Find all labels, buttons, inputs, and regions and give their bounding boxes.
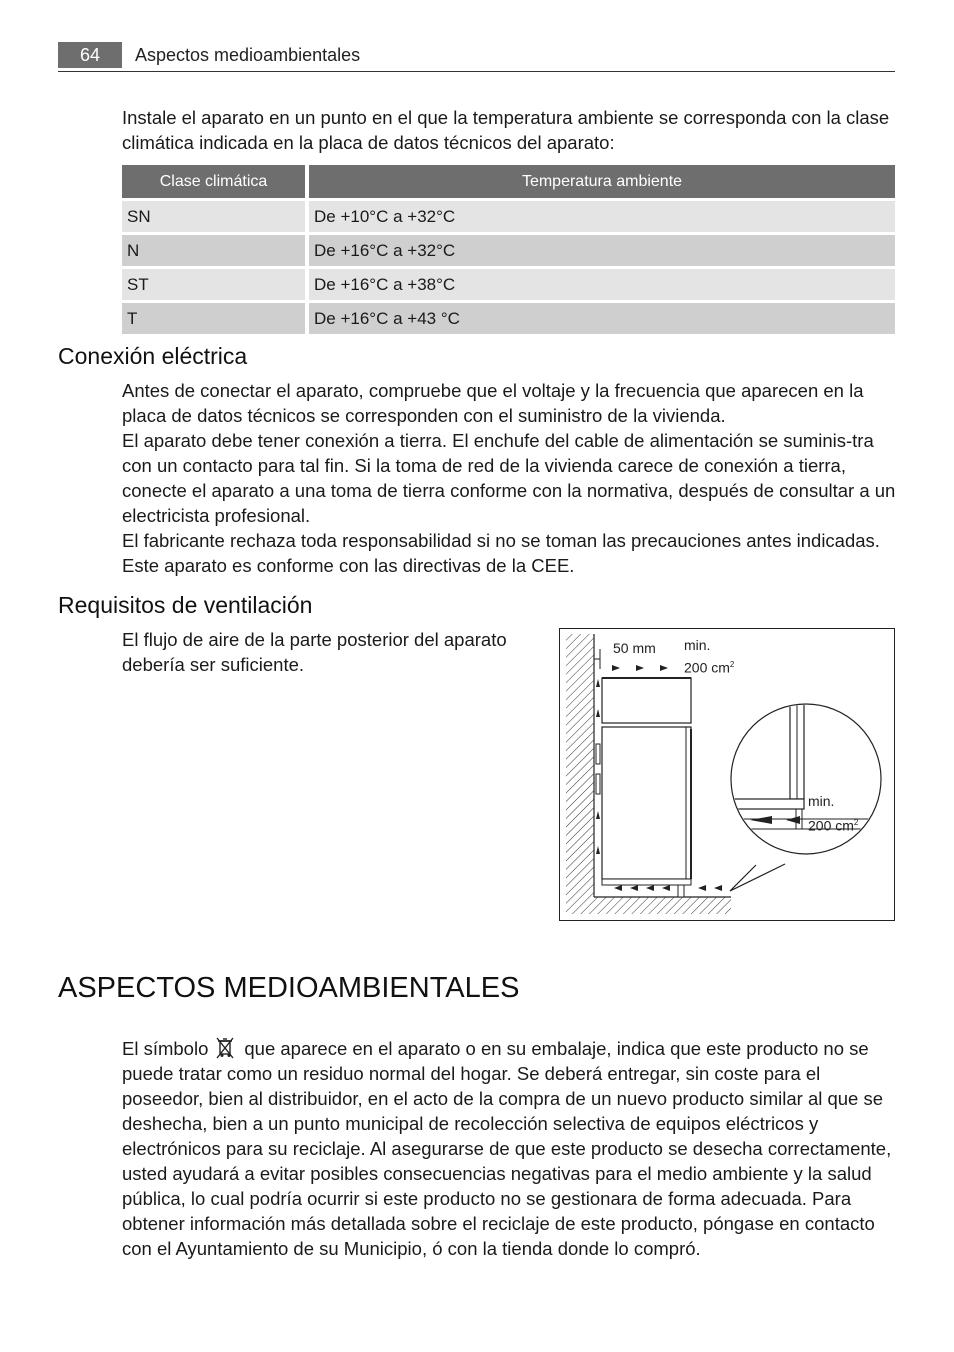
environment-paragraph (122, 1036, 892, 1261)
page-header (58, 40, 895, 72)
ventilation-text: El flujo de aire de la parte posterior del aparato debería ser suficiente. (122, 629, 507, 675)
table-row (122, 303, 895, 334)
electrical-body (122, 378, 897, 578)
crossed-out-wheelie-bin-icon (214, 1036, 236, 1060)
top-area-label: 200 $cm^2$ (684, 659, 735, 676)
page-number: 64 (58, 42, 122, 68)
gap-label: 50 mm (613, 640, 656, 656)
cell-temperature: De +16°C a +38°C (305, 269, 895, 300)
cell-temperature: De +16°C a +32°C (305, 235, 895, 266)
cell-class: ST (122, 269, 305, 300)
bottom-area-label: 200 $cm^2$ (808, 817, 859, 834)
detail-magnifier (731, 704, 881, 854)
electrical-paragraph: Este aparato es conforme con las directivas de la CEE. (122, 555, 575, 576)
bottom-airflow-arrows (614, 885, 722, 891)
cell-class: SN (122, 201, 305, 232)
upper-cabinet (602, 678, 691, 723)
cell-class: T (122, 303, 305, 334)
cell-temperature: De +16°C a +43 °C (305, 303, 895, 334)
rear-airflow-arrows (596, 679, 600, 854)
wall-hatching (566, 634, 594, 914)
appliance-body (602, 727, 691, 879)
detail-arrow (720, 816, 742, 824)
electrical-heading: Conexión eléctrica (58, 343, 248, 369)
table-row (122, 269, 895, 300)
table-row (122, 235, 895, 266)
top-airflow-arrows (612, 665, 668, 671)
cell-temperature: De +10°C a +32°C (305, 201, 895, 232)
column-header-temperature: Temperatura ambiente (305, 165, 895, 198)
electrical-paragraph: El aparato debe tener conexión a tierra. El enchufe del cable de alimentación se suminis-tra con un contacto para tal fin. Si la toma de red de la vivienda carece de conexión a tierra, conecte el aparato a una toma de tierra conforme con la normativa, después de consultar a un electricista profesional. (122, 430, 896, 526)
table-header-row (122, 165, 895, 198)
cell-class: N (122, 235, 305, 266)
table-row (122, 201, 895, 232)
symbol-prefix: El símbolo (122, 1038, 209, 1059)
bottom-min-label: min. (808, 793, 835, 809)
column-header-class: Clase climática (122, 165, 305, 198)
floor-hatching (594, 897, 731, 914)
electrical-paragraph: Antes de conectar el aparato, compruebe que el voltaje y la frecuencia que aparecen en la placa de datos técnicos se corresponden con el suministro de la vivienda. (122, 380, 864, 426)
intro-paragraph: Instale el aparato en un punto en el que la temperatura ambiente se corresponda con la clase climática indicada en la placa de datos técnicos del aparato: (122, 107, 890, 153)
climate-class-table (122, 162, 895, 337)
ventilation-heading: Requisitos de ventilación (58, 592, 313, 618)
top-min-label: min. (684, 637, 711, 653)
ventilation-diagram (559, 628, 895, 921)
electrical-paragraph: El fabricante rechaza toda responsabilidad si no se toman las precauciones antes indicadas. (122, 530, 880, 551)
environment-heading: ASPECTOS MEDIOAMBIENTALES (58, 972, 520, 1004)
environment-text: que aparece en el aparato o en su embalaje, indica que este producto no se puede tratar como un residuo normal del hogar. Se deberá entregar, sin coste para el poseedor, bien al distribuidor, en el acto de la compra de un nuevo producto similar al que se deshecha, bien a un punto municipal de recolección selectiva de equipos eléctricos y electrónicos para su reciclaje. Al asegurarse de que este producto se desecha correctamente, usted ayudará a evitar posibles consecuencias negativas para el medio ambiente y la salud pública, lo cual podría ocurrir si este producto no se gestionara de forma adecuada. Para obtener información más detallada sobre el reciclaje de este producto, póngase en contacto con el Ayuntamiento de su Municipio, ó con la tienda donde lo compró. (122, 1038, 892, 1259)
header-section-title: Aspectos medioambientales (135, 45, 361, 65)
